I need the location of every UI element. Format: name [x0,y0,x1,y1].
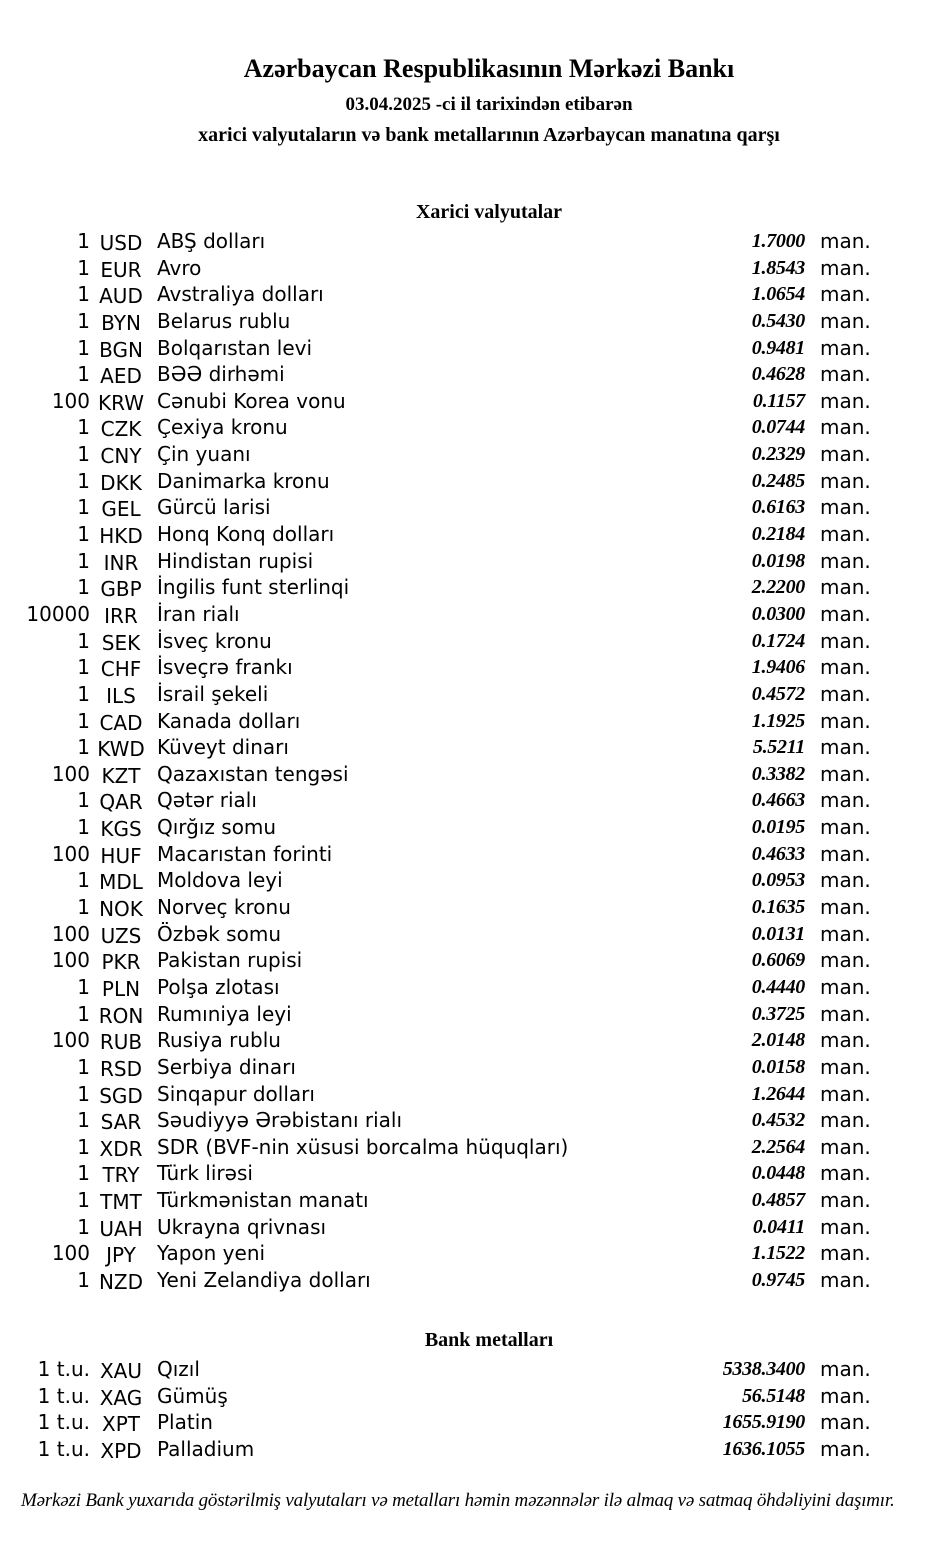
currency-name-cell: Palladium [157,1436,255,1461]
unit-cell: man. [820,681,871,706]
currency-name-cell: Rusiya rublu [157,1028,281,1053]
currency-code-cell: AED [100,364,142,389]
currency-code-cell: TRY [102,1163,140,1188]
currency-code-cell: UZS [100,923,142,948]
quantity-cell: 1 t.u. [37,1410,90,1435]
rate-cell: 0.1157 [752,389,805,412]
currency-name-cell: Avro [157,255,202,280]
rate-cell: 0.9481 [751,336,805,359]
currency-code-cell: SGD [99,1083,143,1108]
unit-cell: man. [820,974,871,999]
unit-cell: man. [820,1410,871,1435]
currency-code-cell: GEL [101,497,141,522]
rate-cell: 0.5430 [751,309,805,332]
rate-cell: 0.2329 [751,443,805,466]
metals-section-heading: Bank metalları [424,1329,554,1351]
currency-name-cell: Çexiya kronu [157,415,288,440]
currencies-table [0,228,948,1294]
unit-cell: man. [820,655,871,680]
rate-cell: 1.2644 [751,1082,805,1105]
table-row [0,441,948,468]
quantity-cell: 1 [77,1214,90,1239]
unit-cell: man. [820,1161,871,1186]
table-row [0,574,948,601]
quantity-cell: 1 [77,681,90,706]
quantity-cell: 1 [77,255,90,280]
currency-name-cell: Sinqapur dolları [157,1081,315,1106]
unit-cell: man. [820,815,871,840]
quantity-cell: 1 t.u. [37,1383,90,1408]
currency-code-cell: ILS [106,683,136,708]
currency-name-cell: Çin yuanı [157,442,251,467]
table-row [0,361,948,388]
currency-code-cell: DKK [100,470,142,495]
currency-code-cell: IRR [104,603,138,628]
table-row [0,521,948,548]
table-row [0,1001,948,1028]
effective-date: 03.04.2025 -ci il tarixindən etibarən [345,94,633,115]
currency-code-cell: PKR [101,950,141,975]
table-row [0,1383,948,1410]
currency-code-cell: BGN [99,337,143,362]
rate-cell: 0.0195 [751,816,805,839]
table-row [0,894,948,921]
table-row [0,601,948,628]
page-subtitle: xarici valyutaların və bank metallarının Azərbaycan manatına qarşı [198,124,780,146]
currency-code-cell: XAG [99,1385,143,1410]
currency-code-cell: HUF [100,843,142,868]
currency-name-cell: Serbiya dinarı [157,1054,296,1079]
unit-cell: man. [820,415,871,440]
currency-name-cell: Bolqarıstan levi [157,335,313,360]
unit-cell: man. [820,895,871,920]
quantity-cell: 1 [77,495,90,520]
currency-name-cell: İsveç kronu [157,628,272,653]
currency-code-cell: RON [98,1003,144,1028]
table-row [0,974,948,1001]
unit-cell: man. [820,948,871,973]
currency-code-cell: GBP [100,577,142,602]
rate-cell: 0.4532 [751,1109,805,1132]
unit-cell: man. [820,628,871,653]
unit-cell: man. [820,1267,871,1292]
quantity-cell: 1 [77,788,90,813]
unit-cell: man. [820,1383,871,1408]
currency-name-cell: SDR (BVF-nin xüsusi borcalma hüquqları) [157,1134,569,1159]
quantity-cell: 1 t.u. [37,1436,90,1461]
unit-cell: man. [820,1188,871,1213]
unit-cell: man. [820,468,871,493]
table-row [0,1356,948,1383]
currency-name-cell: Özbək somu [157,921,281,946]
currency-code-cell: KZT [101,763,141,788]
table-row [0,1081,948,1108]
quantity-cell: 1 [77,868,90,893]
currency-name-cell: Qazaxıstan tengəsi [157,761,349,786]
quantity-cell: 100 [51,1241,90,1266]
quantity-cell: 1 [77,1108,90,1133]
rate-cell: 0.4663 [751,789,805,812]
rate-cell: 2.2564 [751,1135,805,1158]
rate-cell: 2.2200 [751,576,805,599]
table-row [0,308,948,335]
currency-name-cell: Norveç kronu [157,895,291,920]
quantity-cell: 1 [77,1054,90,1079]
currency-name-cell: Türk lirəsi [157,1161,253,1186]
rate-cell: 1655.9190 [722,1411,805,1434]
quantity-cell: 1 [77,442,90,467]
currency-name-cell: Belarus rublu [157,308,291,333]
quantity-cell: 100 [51,841,90,866]
currency-code-cell: XAU [99,1359,143,1383]
currency-name-cell: İngilis funt sterlinqi [157,575,350,600]
quantity-cell: 1 [77,974,90,999]
unit-cell: man. [820,308,871,333]
quantity-cell: 1 [77,282,90,307]
quantity-cell: 1 [77,1081,90,1106]
quantity-cell: 1 [77,735,90,760]
rate-cell: 0.4572 [751,682,805,705]
quantity-cell: 1 [77,1161,90,1186]
currency-code-cell: JPY [106,1243,136,1268]
unit-cell: man. [820,362,871,387]
quantity-cell: 1 [77,1134,90,1159]
quantity-cell: 1 [77,468,90,493]
currency-code-cell: UAH [99,1216,143,1241]
currency-name-cell: Türkmənistan manatı [157,1188,369,1213]
table-row [0,1187,948,1214]
currency-code-cell: INR [103,550,139,575]
table-row [0,281,948,308]
rate-cell: 5.5211 [752,736,805,759]
currency-name-cell: Macarıstan forinti [157,841,333,866]
table-row [0,1240,948,1267]
rate-cell: 1.1522 [751,1242,805,1265]
currency-code-cell: BYN [101,310,141,335]
unit-cell: man. [820,548,871,573]
disclaimer-note: Mərkəzi Bank yuxarıda göstərilmiş valyutaları və metalları həmin məzənnələr ilə almaq və satmaq öhdəliyini daşımır. [21,1490,895,1511]
unit-cell: man. [820,1108,871,1133]
table-row [0,1436,948,1463]
page-title: Azərbaycan Respublikasının Mərkəzi Bankı [243,54,735,83]
table-row [0,734,948,761]
table-row [0,1214,948,1241]
unit-cell: man. [820,229,871,253]
quantity-cell: 1 [77,548,90,573]
unit-cell: man. [820,255,871,280]
currency-code-cell: AUD [99,284,143,309]
unit-cell: man. [820,921,871,946]
table-row [0,548,948,575]
unit-cell: man. [820,1241,871,1266]
rate-cell: 0.1635 [751,896,805,919]
unit-cell: man. [820,575,871,600]
currency-name-cell: BƏƏ dirhəmi [157,362,285,387]
currency-code-cell: KWD [97,737,145,762]
currency-name-cell: İran rialı [157,601,240,626]
currency-code-cell: USD [99,231,143,255]
unit-cell: man. [820,388,871,413]
currency-name-cell: Moldova leyi [157,868,283,893]
currency-code-cell: QAR [99,790,143,815]
currency-name-cell: Gümüş [157,1383,228,1408]
quantity-cell: 1 [77,1001,90,1026]
unit-cell: man. [820,1436,871,1461]
table-row [0,1160,948,1187]
quantity-cell: 1 [77,308,90,333]
currency-name-cell: Qətər rialı [157,788,257,813]
currency-code-cell: EUR [100,257,142,282]
currency-code-cell: XDR [99,1136,143,1161]
quantity-cell: 100 [51,761,90,786]
table-row [0,494,948,521]
table-row [0,921,948,948]
quantity-cell: 1 [77,362,90,387]
table-row [0,841,948,868]
currency-code-cell: CAD [99,710,143,735]
currency-code-cell: RSD [100,1056,142,1081]
currency-code-cell: CNY [100,444,142,469]
quantity-cell: 1 [77,575,90,600]
quantity-cell: 100 [51,388,90,413]
currency-name-cell: Pakistan rupisi [157,948,303,973]
rate-cell: 0.0158 [751,1055,805,1078]
rate-cell: 56.5148 [742,1384,805,1407]
currency-code-cell: SEK [101,630,141,655]
rate-cell: 0.0411 [752,1215,805,1238]
currency-name-cell: Rumıniya leyi [157,1001,292,1026]
currency-name-cell: Qızıl [157,1357,200,1381]
currency-code-cell: CZK [100,417,142,442]
rate-cell: 1.8543 [751,256,805,279]
currency-code-cell: SAR [100,1110,142,1135]
table-row [0,947,948,974]
currency-code-cell: XPT [102,1412,140,1437]
rate-cell: 0.3382 [751,762,805,785]
table-row [0,654,948,681]
rate-cell: 0.4440 [751,975,805,998]
rate-cell: 0.2485 [751,469,805,492]
unit-cell: man. [820,1028,871,1053]
unit-cell: man. [820,761,871,786]
table-row [0,255,948,282]
unit-cell: man. [820,1081,871,1106]
rate-cell: 1.1925 [751,709,805,732]
currency-name-cell: Səudiyyə Ərəbistanı rialı [157,1108,403,1133]
currency-code-cell: TMT [100,1190,142,1215]
quantity-cell: 1 [77,522,90,547]
currency-name-cell: Avstraliya dolları [157,282,324,307]
rate-cell: 0.4628 [751,363,805,386]
unit-cell: man. [820,335,871,360]
rate-cell: 0.0953 [751,869,805,892]
rate-cell: 0.2184 [751,523,805,546]
quantity-cell: 100 [51,921,90,946]
currency-name-cell: Yeni Zelandiya dolları [157,1267,371,1292]
currency-name-cell: Platin [157,1410,213,1435]
currency-code-cell: KRW [98,390,144,415]
rate-cell: 0.1724 [751,629,805,652]
table-row [0,388,948,415]
rate-cell: 1.0654 [751,283,805,306]
unit-cell: man. [820,442,871,467]
currency-code-cell: CHF [100,657,142,682]
quantity-cell: 1 [77,335,90,360]
rate-cell: 0.0744 [751,416,805,439]
currency-name-cell: Honq Konq dolları [157,522,335,547]
table-row [0,468,948,495]
currency-code-cell: HKD [99,524,143,549]
unit-cell: man. [820,1001,871,1026]
table-row [0,228,948,255]
unit-cell: man. [820,1214,871,1239]
table-row [0,1107,948,1134]
rate-cell: 0.6069 [751,949,805,972]
currency-name-cell: Qırğız somu [157,815,277,840]
currency-code-cell: MDL [99,870,143,895]
currency-code-cell: NZD [98,1269,144,1294]
quantity-cell: 1 [77,628,90,653]
quantity-cell: 1 [77,415,90,440]
table-row [0,787,948,814]
unit-cell: man. [820,1134,871,1159]
quantity-cell: 10000 [26,601,90,626]
rate-cell: 0.6163 [751,496,805,519]
table-row [0,681,948,708]
quantity-cell: 1 [77,895,90,920]
currency-name-cell: Ukrayna qrivnası [157,1214,327,1239]
rate-cell: 0.0198 [751,549,805,572]
unit-cell: man. [820,522,871,547]
table-row [0,628,948,655]
currency-code-cell: PLN [101,976,141,1001]
table-row [0,867,948,894]
table-row [0,814,948,841]
currency-name-cell: İsrail şekeli [157,681,269,706]
currency-name-cell: Yapon yeni [157,1241,266,1266]
quantity-cell: 1 [77,1188,90,1213]
unit-cell: man. [820,601,871,626]
currency-code-cell: NOK [99,897,143,922]
currency-code-cell: XPD [100,1438,142,1463]
rate-cell: 1.7000 [751,230,805,252]
currency-name-cell: Cənubi Korea vonu [157,388,346,413]
metals-table [0,1356,948,1463]
rate-cell: 0.0448 [751,1162,805,1185]
quantity-cell: 1 [77,229,90,253]
currency-name-cell: Kanada dolları [157,708,301,733]
currency-name-cell: Gürcü larisi [157,495,271,520]
rate-cell: 0.4633 [751,842,805,865]
table-row [0,1027,948,1054]
rate-cell: 0.4857 [751,1189,805,1212]
rate-cell: 5338.3400 [722,1358,805,1380]
rate-cell: 0.0131 [751,922,805,945]
quantity-cell: 100 [51,1028,90,1053]
unit-cell: man. [820,1357,871,1381]
quantity-cell: 1 [77,708,90,733]
unit-cell: man. [820,788,871,813]
unit-cell: man. [820,841,871,866]
currency-name-cell: Polşa zlotası [157,974,280,999]
currency-name-cell: ABŞ dolları [157,229,266,253]
unit-cell: man. [820,495,871,520]
unit-cell: man. [820,735,871,760]
currency-name-cell: Hindistan rupisi [157,548,314,573]
table-row [0,1409,948,1436]
quantity-cell: 1 [77,815,90,840]
table-row [0,708,948,735]
unit-cell: man. [820,868,871,893]
quantity-cell: 1 [77,655,90,680]
unit-cell: man. [820,1054,871,1079]
table-row [0,761,948,788]
currency-code-cell: RUB [99,1030,143,1055]
table-row [0,1267,948,1294]
unit-cell: man. [820,708,871,733]
unit-cell: man. [820,282,871,307]
table-row [0,1134,948,1161]
rate-cell: 0.9745 [751,1268,805,1291]
rate-cell: 0.3725 [751,1002,805,1025]
currency-code-cell: KGS [100,817,142,842]
table-row [0,414,948,441]
rate-cell: 2.0148 [751,1029,805,1052]
currencies-section-heading: Xarici valyutalar [415,201,563,223]
table-row [0,1054,948,1081]
rate-cell: 1636.1055 [722,1437,805,1460]
currency-name-cell: Danimarka kronu [157,468,330,493]
quantity-cell: 1 t.u. [37,1357,90,1381]
quantity-cell: 1 [77,1267,90,1292]
quantity-cell: 100 [51,948,90,973]
table-row [0,335,948,362]
rate-cell: 0.0300 [751,602,805,625]
currency-name-cell: Küveyt dinarı [157,735,289,760]
rate-cell: 1.9406 [751,656,805,679]
currency-name-cell: İsveçrə frankı [157,655,293,680]
